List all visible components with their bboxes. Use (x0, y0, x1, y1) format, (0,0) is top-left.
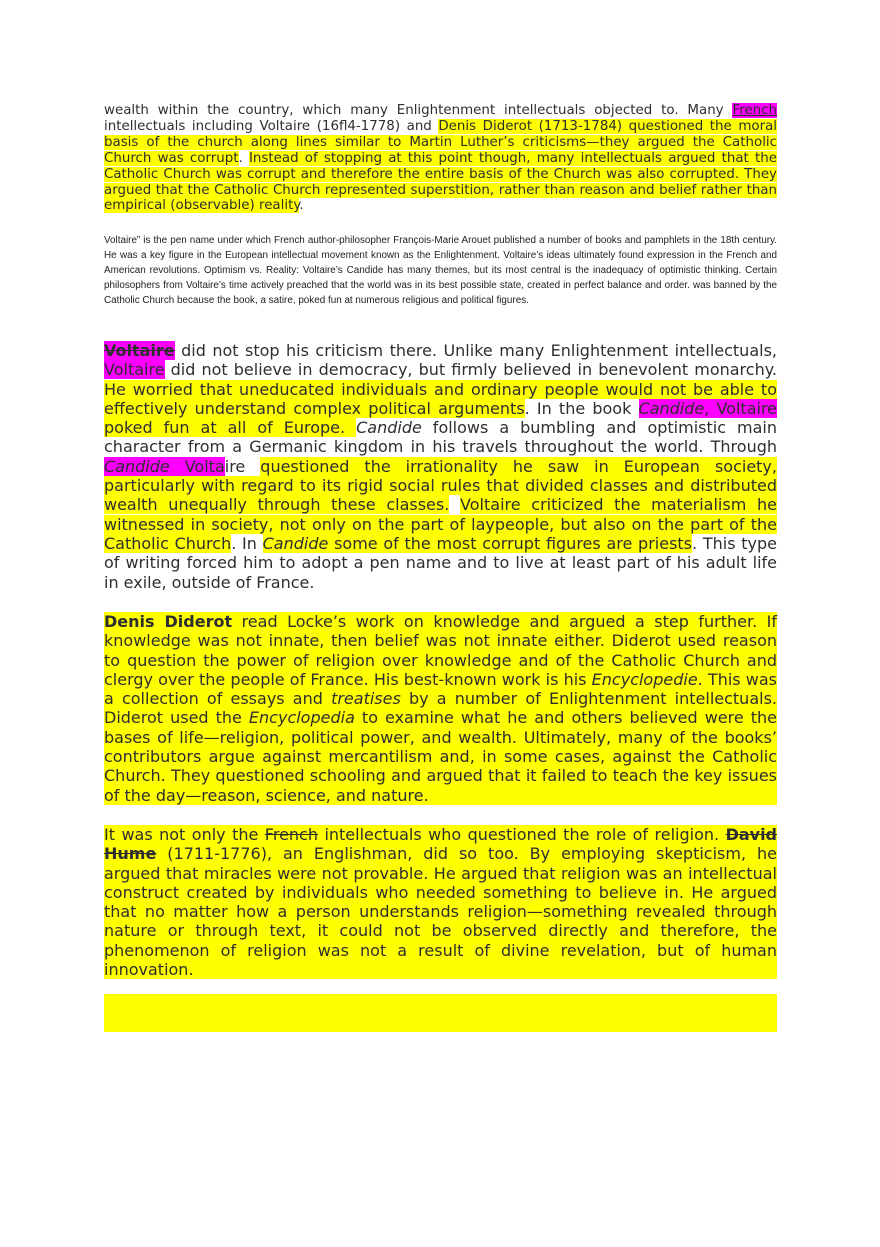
highlight-candide-priests (263, 534, 692, 553)
candide-italic: Candide (104, 456, 170, 476)
paragraph-hume (104, 825, 777, 979)
empty-highlight-block (104, 994, 777, 1032)
text-run: . (299, 198, 304, 214)
highlight-french: French (732, 103, 777, 118)
french-struck: French (264, 825, 318, 844)
candide-italic: Candide (638, 398, 705, 418)
hume-bold: David Hume (104, 825, 778, 864)
highlight-candide-voltaire (639, 399, 778, 418)
text-run: by a number of Enlightenment intellectuals. Diderot used the (104, 689, 777, 728)
highlight-church-corrupt: Instead of stopping at this point though, many intellectuals argued that the Catholic Church was corrupt and therefore the entire basis of the Church was also corrupted. They argued that the Catholic Church represented superstition, rather than reason and belief rather than empirical (observable) reality (104, 150, 777, 214)
text-run: did not believe in democracy, but firmly believed in benevolent monarchy. (164, 360, 777, 380)
highlight-voltaire-heading (104, 341, 175, 360)
text-run: . In the book (524, 398, 639, 418)
text-run (449, 495, 460, 514)
highlight-voltaire: Voltaire (104, 360, 165, 380)
paragraph-intro (104, 103, 777, 214)
text-run: . This was a collection of essays and (104, 669, 777, 709)
text-run: wealth within the country, which many Enlightenment intellectuals objected to. Many (104, 103, 733, 118)
text-run: did not stop his criticism there. Unlike many Enlightenment intellectuals, (174, 341, 777, 360)
highlight-diderot-claim: Denis Diderot (1713-1784) questioned the moral basis of the church along lines similar to Martin Luther’s criticisms—they argued the Catholic Church was corrupt (104, 118, 777, 166)
highlight-worried: He worried that uneducated individuals and ordinary people would not be able to effectively understand complex political arguments (104, 379, 777, 418)
text-run: some of the most corrupt figures are priests (328, 533, 693, 553)
text-run: It was not only the (104, 825, 265, 844)
text-run: . This type of writing forced him to adopt a pen name and to live at least part of his adult life in exile, outside of France. (104, 533, 778, 592)
text-run: Volta (169, 456, 225, 476)
highlight-candide (104, 457, 225, 476)
encyclopedie-italic: Encyclopedie (591, 669, 698, 689)
paragraph-voltaire (104, 341, 777, 592)
text-run: ire (224, 456, 261, 476)
candide-italic: Candide (356, 418, 422, 438)
text-run: . In (231, 533, 263, 553)
text-run: intellectuals who questioned the role of religion. (317, 825, 726, 844)
text-run: (1711-1776), an Englishman, did so too. By employing skepticism, he argued that miracles were not provable. He argued that religion was an intellectual construct created by individuals who needed something to believe in. He argued that no matter how a person understands religion—something revealed through nature or through text, it could not be observed directly and therefore, the phenomenon of religion was not a result of divine revelation, but of human innovation. (104, 844, 777, 980)
text-run: . (238, 150, 249, 166)
highlight-irrationality: questioned the irrationality he saw in European society, particularly with regard to its rigid social rules that divided classes and distributed wealth unequally through these classes. (104, 456, 777, 515)
text-run: intellectuals including Voltaire (16fl4-1778) and (104, 118, 439, 134)
text-run: , Voltaire (704, 398, 778, 418)
paragraph-diderot (104, 612, 777, 805)
highlight-poked-fun: poked fun at all of Europe. (104, 418, 357, 438)
candide-italic: Candide (262, 533, 329, 553)
text-run: follows a bumbling and optimistic main character from a Germanic kingdom in his travels throughout the world. Through (104, 418, 777, 457)
highlight-materialism: Voltaire criticized the materialism he witnessed in society, not only on the part of laypeople, but also on the part of the Catholic Church (104, 495, 777, 553)
voltaire-bold: Voltaire (104, 341, 175, 360)
voltaire-caption: Voltaire” is the pen name under which French author-philosopher François-Marie Arouet published a number of books and pamphlets in the 18th century. He was a key figure in the European intellectual movement known as the Enlightenment. Voltaire’s ideas ultimately found expression in the French and American revolutions. Optimism vs. Reality: Voltaire’s Candide has many themes, but its most central is the inadequacy of optimistic thinking. Certain philosophers from Voltaire’s time actively preached that the world was in its best possible state, created in perfect balance and order. was banned by the Catholic Church because the book, a satire, poked fun at numerous religious and political figures. (104, 235, 777, 306)
diderot-bold: Denis Diderot (104, 612, 233, 631)
treatises-italic: treatises (331, 689, 401, 709)
text-run: read Locke’s work on knowledge and argued a step further. If knowledge was not innate, then belief was not innate either. Diderot used reason to question the power of religion over knowledge and of the Catholic Church and clergy over the people of France. His best-known work is his (104, 612, 777, 689)
text-run: to examine what he and others believed were the bases of life—religion, political power, and wealth. Ultimately, many of the books’ contributors argue against mercantilism and, in some cases, against the Catholic Church. They questioned schooling and argued that it failed to teach the key issues of the day—reason, science, and nature. (104, 708, 777, 805)
encyclopedia-italic: Encyclopedia (248, 708, 355, 728)
